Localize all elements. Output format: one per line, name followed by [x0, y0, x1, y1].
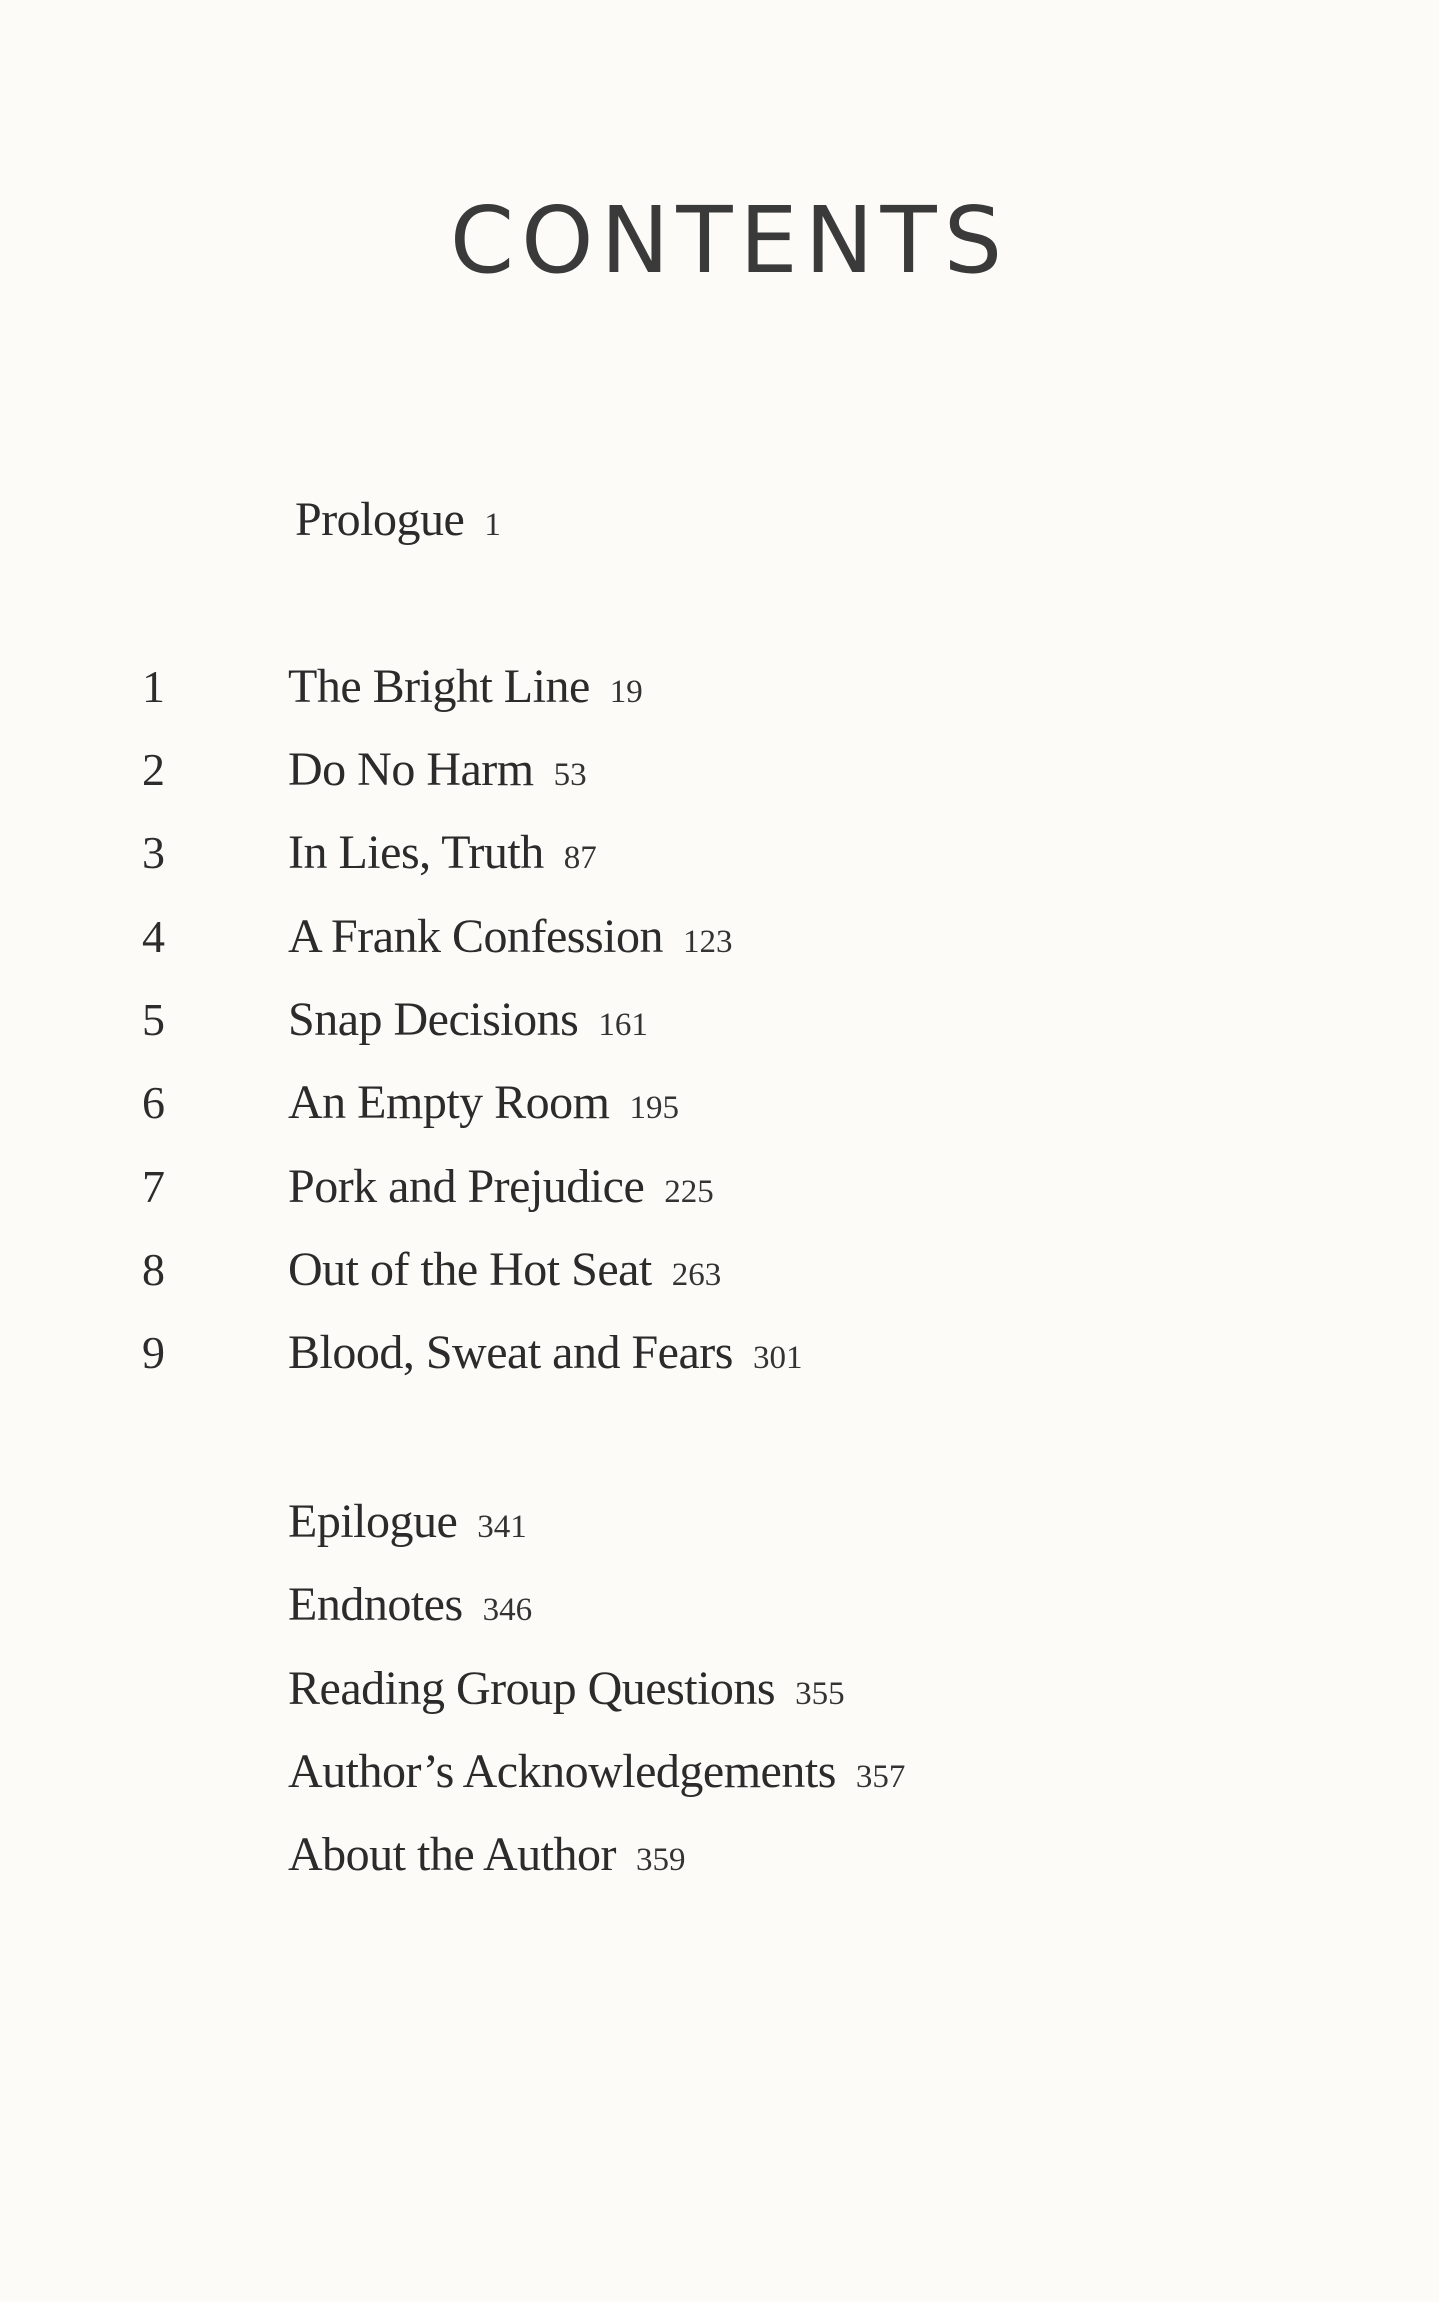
toc-chapter-4[interactable]	[0, 902, 1200, 972]
toc-entry-title: An Empty Room	[288, 1076, 610, 1129]
toc-page-number: 123	[683, 924, 733, 960]
toc-page-number: 195	[629, 1090, 680, 1126]
chapter-number: 2	[142, 744, 165, 795]
toc-page-number: 263	[671, 1257, 722, 1293]
chapter-number: 9	[142, 1327, 165, 1378]
toc-entry-title: About the Author	[288, 1828, 616, 1881]
toc-entry-title: Pork and Prejudice	[288, 1160, 645, 1213]
toc-page-number: 355	[795, 1676, 845, 1712]
toc-entry-reading-group-questions[interactable]	[0, 1654, 1200, 1724]
toc-page-number: 301	[752, 1340, 803, 1376]
chapter-number: 3	[142, 827, 165, 878]
chapter-number: 8	[142, 1244, 165, 1295]
chapter-number: 5	[142, 994, 165, 1045]
toc-entry-prologue[interactable]	[0, 485, 1200, 555]
toc-entry-title: Reading Group Questions	[288, 1662, 776, 1715]
toc-page-number: 359	[635, 1842, 686, 1878]
toc-entry-title: Endnotes	[288, 1578, 463, 1631]
page-title: CONTENTS	[449, 187, 1010, 294]
toc-entry-title: Blood, Sweat and Fears	[288, 1326, 733, 1379]
toc-entry-acknowledgements[interactable]	[0, 1737, 1200, 1807]
toc-page-number: 346	[482, 1592, 533, 1628]
toc-entry-title: Snap Decisions	[288, 993, 579, 1046]
toc-chapter-9[interactable]	[0, 1318, 1200, 1388]
chapter-number: 6	[142, 1077, 165, 1128]
toc-page-number: 19	[609, 674, 643, 710]
chapter-number: 1	[142, 661, 165, 712]
toc-chapter-3[interactable]	[0, 818, 1200, 888]
chapter-number: 4	[142, 911, 165, 962]
toc-page-number: 357	[855, 1759, 906, 1795]
toc-page-number: 53	[553, 757, 587, 793]
toc-page-number: 1	[484, 507, 501, 543]
toc-chapter-7[interactable]	[0, 1152, 1200, 1222]
toc-entry-endnotes[interactable]	[0, 1570, 1200, 1640]
toc-page-number: 341	[477, 1509, 527, 1545]
toc-entry-title: In Lies, Truth	[288, 826, 544, 879]
toc-page-number: 161	[598, 1007, 648, 1043]
toc-entry-title: Do No Harm	[288, 743, 534, 796]
toc-entry-title: A Frank Confession	[288, 910, 663, 963]
toc-chapter-2[interactable]	[0, 735, 1200, 805]
toc-chapter-1[interactable]	[0, 652, 1200, 722]
toc-entry-title: The Bright Line	[288, 660, 590, 713]
toc-page-number: 225	[664, 1174, 714, 1210]
toc-page-number: 87	[563, 840, 597, 876]
toc-entry-title: Author’s Acknowledgements	[288, 1745, 836, 1798]
toc-entry-title: Prologue	[295, 493, 465, 546]
toc-entry-about-the-author[interactable]	[0, 1820, 1200, 1890]
toc-chapter-5[interactable]	[0, 985, 1200, 1055]
toc-entry-title: Out of the Hot Seat	[288, 1243, 652, 1296]
toc-chapter-8[interactable]	[0, 1235, 1200, 1305]
toc-entry-epilogue[interactable]	[0, 1487, 1200, 1557]
chapter-number: 7	[142, 1161, 165, 1212]
toc-entry-title: Epilogue	[288, 1495, 458, 1548]
toc-chapter-6[interactable]	[0, 1068, 1200, 1138]
